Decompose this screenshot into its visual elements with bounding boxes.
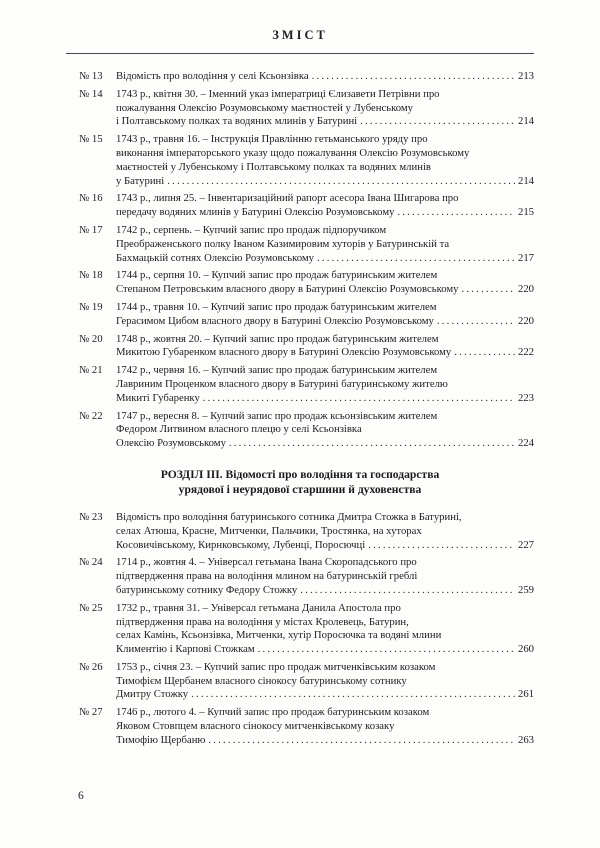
entry-body	[116, 88, 534, 129]
toc-list-part2	[0, 511, 600, 748]
entry-line-text: Бахмацькій сотнях Олексію Розумовському	[116, 251, 314, 264]
entry-line: Тимофієм Щербанем власного сінокосу батуринському сотнику	[116, 674, 407, 687]
entry-page-number: 220	[517, 314, 534, 327]
entry-line: пожалування Олексію Розумовському маєтностей у Лубенському	[116, 101, 414, 114]
entry-line-text: Олексію Розумовському	[116, 437, 226, 450]
entry-body	[116, 364, 534, 405]
page-title: ЗМІСТ	[272, 28, 328, 42]
entry-line	[116, 346, 534, 360]
dot-leader	[312, 70, 515, 84]
toc-entry	[79, 133, 534, 188]
toc-entry	[79, 224, 534, 265]
dot-leader	[397, 206, 515, 220]
entry-body	[116, 224, 534, 265]
entry-line: Яковом Стовпцем власного сінокосу митченківському козаку	[116, 720, 395, 733]
toc-entry	[79, 602, 534, 657]
entry-body	[116, 556, 534, 597]
header-divider	[66, 53, 534, 54]
entry-body	[116, 70, 534, 84]
entry-line-text: у Батурині	[116, 174, 165, 187]
entry-number: № 14	[79, 87, 103, 100]
entry-line: 1732 р., травня 31. – Універсал гетьмана Данила Апостола про	[116, 601, 401, 614]
entry-line	[116, 252, 534, 266]
dot-leader	[229, 437, 515, 451]
entry-line	[116, 688, 534, 702]
entry-line: Відомість про володіння батуринського сотника Дмитра Стожка в Батурині,	[116, 510, 462, 523]
section-heading-line1: РОЗДІЛ ІІІ. Відомості про володіння та господарства	[160, 467, 440, 481]
dot-leader	[317, 252, 515, 266]
entry-line: Преображенського полку Іваном Казимировим хуторів у Батуринській та	[116, 237, 450, 250]
entry-number: № 15	[79, 133, 103, 146]
entry-line-text: Дмитру Стожку	[116, 688, 189, 701]
entry-line: підтвердження права на володіння у містах Кролевець, Батурин,	[116, 615, 409, 628]
entry-number: № 21	[79, 364, 103, 377]
toc-entry	[79, 556, 534, 597]
toc-list-part1	[0, 70, 600, 451]
entry-body	[116, 511, 534, 552]
entry-number: № 23	[79, 510, 103, 523]
entry-line-text: і Полтавському полках та водяних млинів у Батурині	[116, 115, 358, 128]
entry-line	[116, 175, 534, 189]
entry-line	[116, 283, 534, 297]
page-number: 6	[78, 790, 84, 802]
entry-line	[116, 115, 534, 129]
entry-page-number: 259	[517, 583, 534, 596]
entry-body	[116, 301, 534, 329]
toc-entry	[79, 333, 534, 361]
entry-body	[116, 333, 534, 361]
entry-number: № 27	[79, 706, 103, 719]
entry-body	[116, 706, 534, 747]
entry-page-number: 222	[517, 346, 534, 359]
dot-leader	[258, 643, 515, 657]
entry-line-text: Відомість про володіння у селі Ксьонзівка	[116, 70, 309, 82]
toc-entry	[79, 192, 534, 220]
entry-line: 1742 р., червня 16. – Купчий запис про продаж батуринським жителем	[116, 364, 438, 377]
entry-line	[116, 206, 534, 220]
entry-number: № 26	[79, 660, 103, 673]
entry-line: 1743 р., травня 16. – Інструкція Правлінню гетьманського уряду про	[116, 133, 428, 146]
entry-line: селах Камінь, Ксьонзівка, Митченки, хутір Поросючка та водяні млини	[116, 629, 442, 642]
toc-entry	[79, 88, 534, 129]
entry-number: № 25	[79, 601, 103, 614]
entry-line-text: Косовичівському, Кирнковському, Лубенці, Поросючці	[116, 538, 366, 551]
entry-page-number: 214	[517, 174, 534, 187]
entry-body	[116, 192, 534, 220]
entry-line: 1748 р., жовтня 20. – Купчий запис про продаж батуринським жителем	[116, 332, 439, 345]
dot-leader	[191, 688, 515, 702]
entry-page-number: 227	[517, 538, 534, 551]
entry-line: 1743 р., квітня 30. – Іменний указ імператриці Єлизавети Петрівни про	[116, 87, 440, 100]
dot-leader	[208, 734, 515, 748]
entry-number: № 16	[79, 192, 103, 205]
section-heading-line2: урядової і неурядової старшини й духовенства	[178, 483, 422, 497]
entry-line	[116, 734, 534, 748]
entry-line-text: батуринському сотнику Федору Стожку	[116, 583, 298, 596]
entry-body	[116, 410, 534, 451]
toc-header	[0, 26, 600, 44]
toc-entry	[79, 301, 534, 329]
toc-entry	[79, 706, 534, 747]
entry-line: Лавриним Проценком власного двору в Батурині батуринському жителю	[116, 377, 448, 390]
entry-line-text: Микитою Губаренком власного двору в Батурині Олексію Розумовському	[116, 346, 452, 359]
toc-entry	[79, 70, 534, 84]
entry-number: № 22	[79, 409, 103, 422]
entry-line: 1742 р., серпень. – Купчий запис про продаж підпоручиком	[116, 223, 387, 236]
entry-line-text: Герасимом Цибом власного двору в Батурині Олексію Розумовському	[116, 314, 434, 327]
entry-body	[116, 661, 534, 702]
entry-page-number: 215	[517, 206, 534, 219]
entry-line: селах Атюша, Красне, Митченки, Пальчики, Тростянка, на хуторах	[116, 524, 422, 537]
entry-line: 1744 р., травня 10. – Купчий запис про продаж батуринським жителем	[116, 300, 437, 313]
entry-line: Федором Литвином власного плецю у селі Ксьонзівка	[116, 423, 362, 436]
dot-leader	[203, 392, 515, 406]
toc-entry	[79, 410, 534, 451]
entry-line	[116, 315, 534, 329]
dot-leader	[300, 584, 515, 598]
entry-number: № 13	[79, 70, 103, 82]
entry-line: підтвердження права на володіння млином на батуринській греблі	[116, 570, 418, 583]
section-heading	[66, 467, 534, 498]
entry-line	[116, 584, 534, 598]
entry-line	[116, 643, 534, 657]
entry-line	[116, 70, 534, 84]
entry-line: 1746 р., лютого 4. – Купчий запис про продаж батуринським козаком	[116, 706, 430, 719]
entry-body	[116, 269, 534, 297]
entry-line: 1753 р., січня 23. – Купчий запис про продаж митченківським козаком	[116, 660, 436, 673]
entry-line	[116, 392, 534, 406]
entry-line-text: Тимофію Щербаню	[116, 733, 206, 746]
dot-leader	[368, 539, 515, 553]
entry-line: 1747 р., вересня 8. – Купчий запис про продаж ксьонзівським жителем	[116, 409, 438, 422]
entry-page-number: 260	[517, 643, 534, 656]
entry-page-number: 217	[517, 251, 534, 264]
dot-leader	[167, 175, 515, 189]
entry-body	[116, 602, 534, 657]
entry-line: маєтностей у Лубенському і Полтавському полках та водяних млинів	[116, 160, 431, 173]
entry-line: 1714 р., жовтня 4. – Універсал гетьмана Івана Скоропадського про	[116, 556, 417, 569]
toc-entry	[79, 269, 534, 297]
entry-number: № 17	[79, 223, 103, 236]
toc-entry	[79, 364, 534, 405]
entry-page-number: 214	[517, 115, 534, 128]
entry-line	[116, 437, 534, 451]
entry-page-number: 220	[517, 283, 534, 296]
entry-page-number: 263	[517, 733, 534, 746]
entry-line-text: Микиті Губаренку	[116, 391, 200, 404]
toc-entry	[79, 661, 534, 702]
entry-number: № 19	[79, 300, 103, 313]
entry-page-number: 223	[517, 391, 534, 404]
entry-line: 1743 р., липня 25. – Інвентаризаційний рапорт асесора Івана Шигарова про	[116, 192, 459, 205]
entry-page-number: 213	[517, 70, 534, 82]
entry-line: 1744 р., серпня 10. – Купчий запис про продаж батуринським жителем	[116, 269, 438, 282]
dot-leader	[360, 115, 515, 129]
dot-leader	[462, 283, 515, 297]
toc-entry	[79, 511, 534, 552]
entry-number: № 24	[79, 556, 103, 569]
entry-page-number: 261	[517, 688, 534, 701]
entry-line-text: Климентію і Карпові Стожкам	[116, 643, 255, 656]
entry-number: № 18	[79, 269, 103, 282]
entry-number: № 20	[79, 332, 103, 345]
entry-line-text: Степаном Петровським власного двору в Батурині Олексію Розумовському	[116, 283, 459, 296]
entry-line: виконання імператорського указу щодо пожалування Олексію Розумовському	[116, 146, 470, 159]
entry-line	[116, 539, 534, 553]
entry-body	[116, 133, 534, 188]
entry-line-text: передачу водяних млинів у Батурині Олексію Розумовському	[116, 206, 395, 219]
entry-page-number: 224	[517, 437, 534, 450]
dot-leader	[437, 315, 515, 329]
dot-leader	[454, 346, 515, 360]
